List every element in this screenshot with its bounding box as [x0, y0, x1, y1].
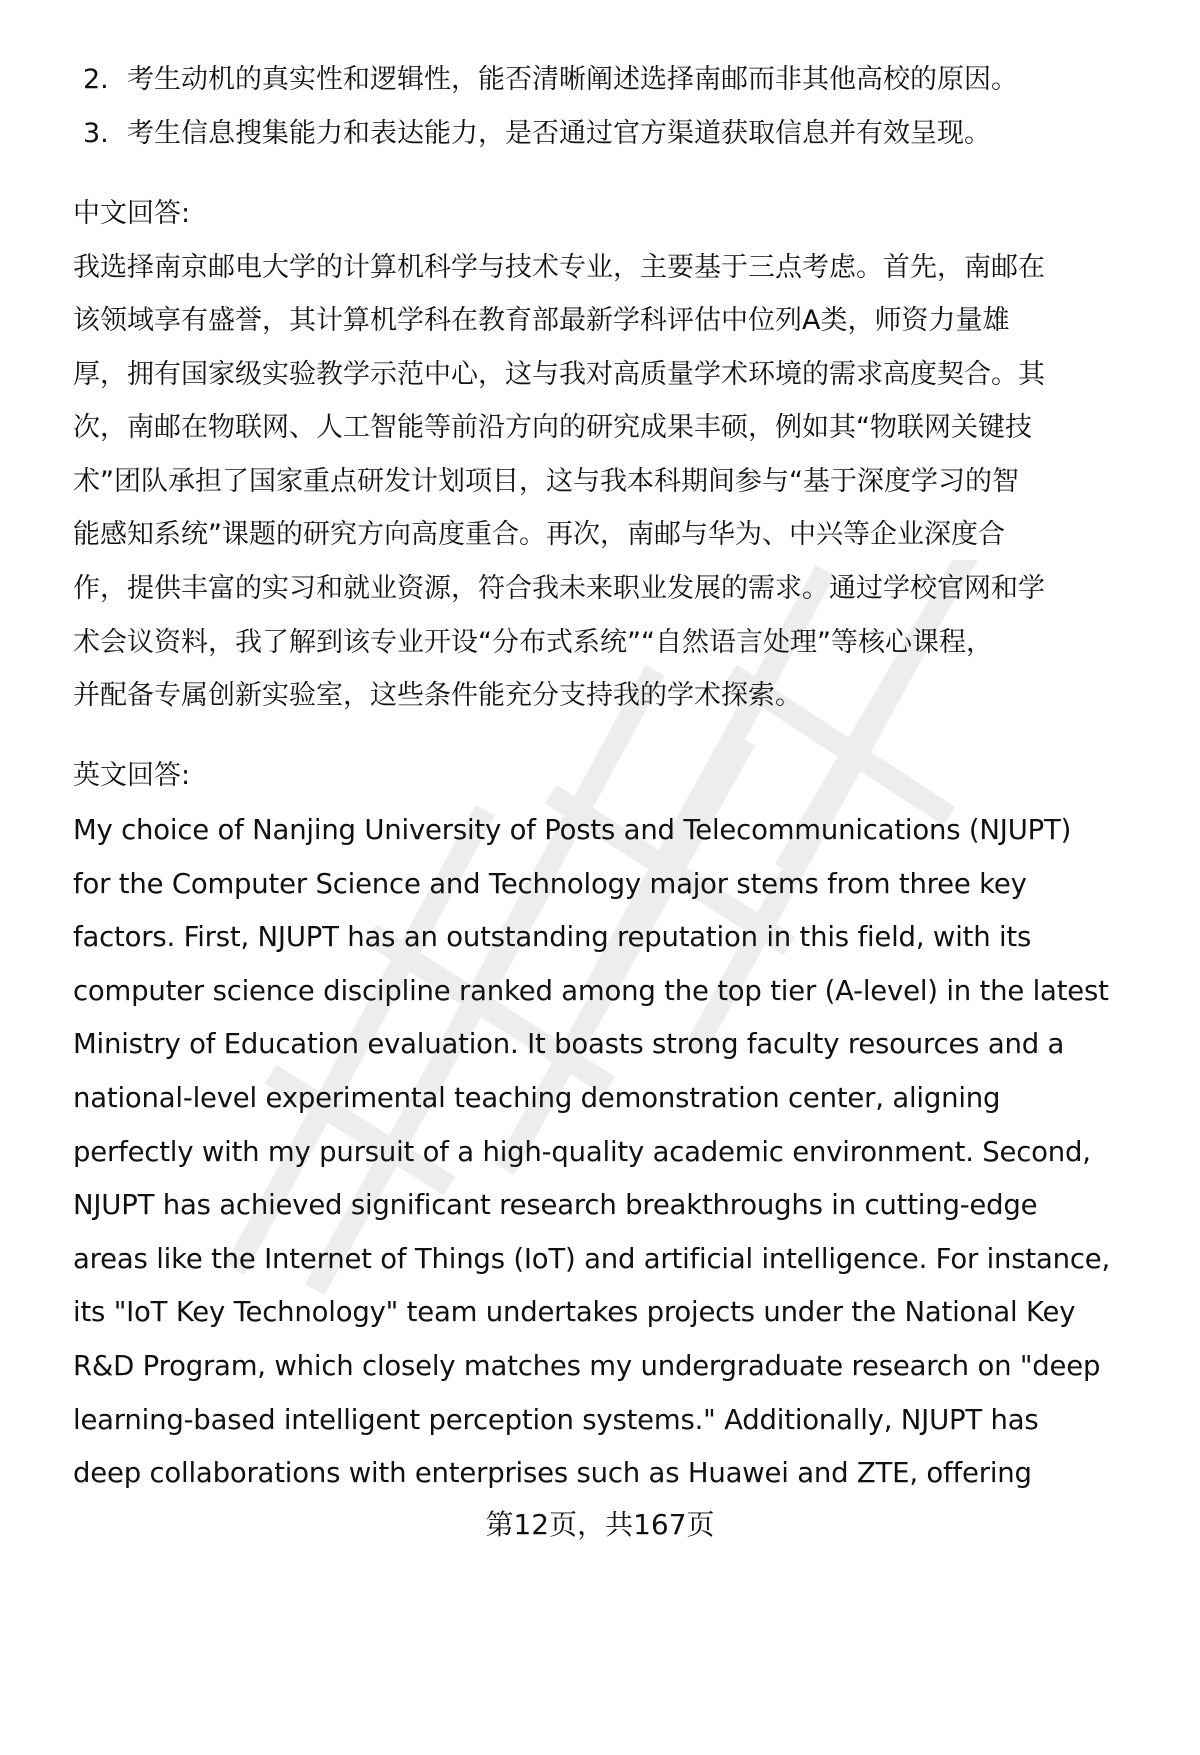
list-number: 2. — [83, 64, 109, 95]
paragraph-line: deep collaborations with enterprises such as Huawei and ZTE, offering — [73, 1457, 1032, 1489]
paragraph-line: factors. First, NJUPT has an outstanding reputation in this field, with its — [73, 921, 1032, 953]
paragraph-line: My choice of Nanjing University of Posts and Telecommunications (NJUPT) — [73, 814, 1072, 846]
paragraph-line: 次，南邮在物联网、人工智能等前沿方向的研究成果丰硕，例如其“物联网关键技 — [73, 412, 1032, 443]
paragraph-line: 能感知系统”课题的研究方向高度重合。再次，南邮与华为、中兴等企业深度合 — [73, 519, 1005, 550]
paragraph-line: 厚，拥有国家级实验教学示范中心，这与我对高质量学术环境的需求高度契合。其 — [73, 359, 1045, 390]
paragraph-line: Ministry of Education evaluation. It boasts strong faculty resources and a — [73, 1028, 1065, 1060]
paragraph-line: 作，提供丰富的实习和就业资源，符合我未来职业发展的需求。通过学校官网和学 — [73, 573, 1045, 604]
paragraph-line: R&D Program, which closely matches my undergraduate research on "deep — [73, 1350, 1101, 1382]
paragraph-line: national-level experimental teaching demonstration center, aligning — [73, 1082, 1001, 1114]
paragraph-line: 我选择南京邮电大学的计算机科学与技术专业，主要基于三点考虑。首先，南邮在 — [73, 252, 1045, 283]
chinese-answer-label: 中文回答: — [73, 198, 191, 229]
paragraph-line: for the Computer Science and Technology major stems from three key — [73, 868, 1027, 900]
paragraph-line: perfectly with my pursuit of a high-quality academic environment. Second, — [73, 1136, 1091, 1168]
list-text: 考生信息搜集能力和表达能力，是否通过官方渠道获取信息并有效呈现。 — [127, 118, 991, 149]
page-indicator: 第12页，共167页 — [485, 1508, 715, 1541]
paragraph-line: learning-based intelligent perception systems." Additionally, NJUPT has — [73, 1404, 1039, 1436]
paragraph-line: areas like the Internet of Things (IoT) and artificial intelligence. For instance, — [73, 1243, 1111, 1275]
criteria-item-3 — [83, 116, 991, 152]
paragraph-line: computer science discipline ranked among the top tier (A-level) in the latest — [73, 975, 1109, 1007]
criteria-item-2 — [83, 62, 1018, 98]
list-text: 考生动机的真实性和逻辑性，能否清晰阐述选择南邮而非其他高校的原因。 — [127, 64, 1018, 95]
list-number: 3. — [83, 118, 109, 149]
paragraph-line: 术”团队承担了国家重点研发计划项目，这与我本科期间参与“基于深度学习的智 — [73, 466, 1019, 497]
paragraph-line: 并配备专属创新实验室，这些条件能充分支持我的学术探索。 — [73, 680, 802, 711]
paragraph-line: NJUPT has achieved significant research breakthroughs in cutting-edge — [73, 1189, 1038, 1221]
paragraph-line: 术会议资料，我了解到该专业开设“分布式系统”“自然语言处理”等核心课程， — [73, 627, 993, 658]
english-answer-label: 英文回答: — [73, 760, 191, 791]
paragraph-line: 该领域享有盛誉，其计算机学科在教育部最新学科评估中位列A类，师资力量雄 — [73, 305, 1010, 336]
paragraph-line: its "IoT Key Technology" team undertakes projects under the National Key — [73, 1296, 1076, 1328]
